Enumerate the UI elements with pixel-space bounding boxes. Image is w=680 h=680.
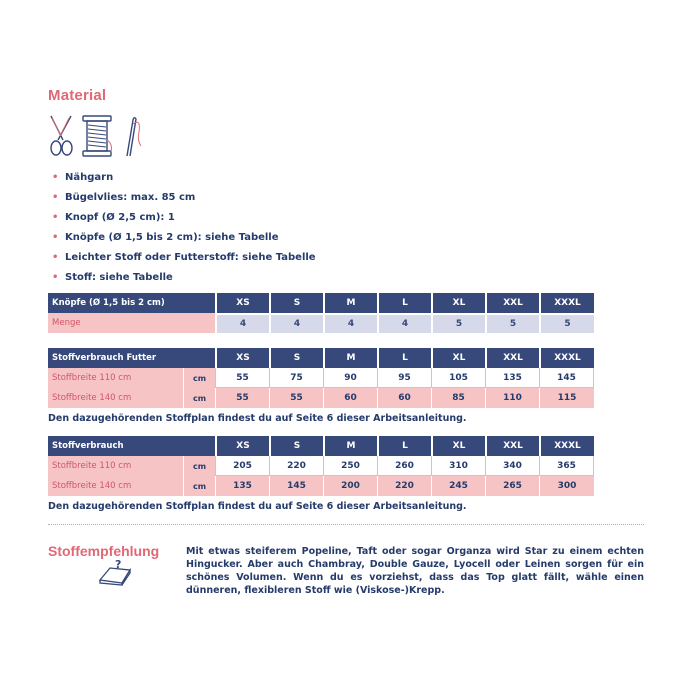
table-cell: 85 — [431, 388, 485, 408]
table-cell: 5 — [431, 313, 485, 333]
size-header: S — [269, 348, 323, 368]
size-header: XXXL — [539, 436, 594, 456]
table-cell: 95 — [377, 368, 431, 388]
table-cell: 55 — [215, 368, 269, 388]
svg-text:?: ? — [115, 558, 122, 571]
table-cell: 145 — [539, 368, 594, 388]
buttons-table — [48, 293, 594, 333]
table-header-row — [48, 436, 594, 456]
table-cell: 110 — [485, 388, 539, 408]
list-item: • Nähgarn — [52, 168, 316, 188]
table-header-label: Stoffverbrauch Futter — [48, 348, 215, 368]
size-header: XXXL — [539, 293, 594, 313]
row-unit: cm — [183, 368, 215, 388]
fabric-question-icon — [96, 558, 136, 586]
table-cell: 5 — [485, 313, 539, 333]
size-header: XL — [431, 293, 485, 313]
bullet: • — [52, 232, 59, 243]
table-header-row — [48, 348, 594, 368]
list-item: • Knopf (Ø 2,5 cm): 1 — [52, 208, 316, 228]
table-cell: 310 — [431, 456, 485, 476]
recommendation-title: Stoffempfehlung — [48, 543, 160, 559]
list-item: • Leichter Stoff oder Futterstoff: siehe Tabelle — [52, 248, 316, 268]
table-cell: 55 — [269, 388, 323, 408]
list-item: • Stoff: siehe Tabelle — [52, 268, 316, 288]
size-header: L — [377, 348, 431, 368]
table-cell: 60 — [323, 388, 377, 408]
table-cell: 115 — [539, 388, 594, 408]
table-header-row — [48, 293, 594, 313]
table-cell: 90 — [323, 368, 377, 388]
table-cell: 105 — [431, 368, 485, 388]
lining-table — [48, 348, 594, 408]
needle-icon — [121, 114, 143, 158]
size-header: S — [269, 436, 323, 456]
size-header: XS — [215, 436, 269, 456]
table-cell: 55 — [215, 388, 269, 408]
size-header: XL — [431, 436, 485, 456]
size-header: XXL — [485, 293, 539, 313]
table-cell: 4 — [269, 313, 323, 333]
bullet: • — [52, 272, 59, 283]
list-item: • Bügelvlies: max. 85 cm — [52, 188, 316, 208]
table-cell: 220 — [269, 456, 323, 476]
bullet: • — [52, 252, 59, 263]
row-unit: cm — [183, 456, 215, 476]
row-label: Stoffbreite 140 cm — [48, 388, 183, 408]
table-row — [48, 368, 594, 388]
scissors-icon — [47, 114, 75, 158]
size-header: XS — [215, 293, 269, 313]
table-cell: 4 — [215, 313, 269, 333]
bullet: • — [52, 172, 59, 183]
table-row — [48, 476, 594, 496]
table-cell: 250 — [323, 456, 377, 476]
row-label: Stoffbreite 110 cm — [48, 368, 183, 388]
table-cell: 200 — [323, 476, 377, 496]
table-row — [48, 456, 594, 476]
material-list — [52, 168, 316, 288]
table-cell: 75 — [269, 368, 323, 388]
table-cell: 135 — [485, 368, 539, 388]
thread-spool-icon — [81, 114, 115, 158]
material-title: Material — [48, 87, 107, 104]
table-cell: 245 — [431, 476, 485, 496]
fabric-table — [48, 436, 594, 496]
divider — [48, 524, 644, 525]
row-unit: cm — [183, 388, 215, 408]
table-cell: 145 — [269, 476, 323, 496]
size-header: XL — [431, 348, 485, 368]
row-label: Stoffbreite 110 cm — [48, 456, 183, 476]
table-cell: 135 — [215, 476, 269, 496]
size-header: M — [323, 293, 377, 313]
table-row — [48, 313, 594, 333]
table-header-label: Stoffverbrauch — [48, 436, 215, 456]
size-header: L — [377, 293, 431, 313]
table-cell: 260 — [377, 456, 431, 476]
table-cell: 365 — [539, 456, 594, 476]
recommendation-text: Mit etwas steiferem Popeline, Taft oder sogar Organza wird Star zu einem echten Hingucker. Aber auch Chambray, Double Gauze, Lyocell oder Leinen sorgen für ein schönes Volumen. Wenn du es vorziehst, dass das Top glatt fällt, wähle einen dünneren, flexibleren Stoff wie (Viskose-)Krepp. — [186, 546, 644, 596]
size-header: XXL — [485, 348, 539, 368]
row-label: Menge — [48, 313, 215, 333]
size-header: XS — [215, 348, 269, 368]
size-header: L — [377, 436, 431, 456]
list-item: • Knöpfe (Ø 1,5 bis 2 cm): siehe Tabelle — [52, 228, 316, 248]
size-header: XXXL — [539, 348, 594, 368]
table-cell: 265 — [485, 476, 539, 496]
table-cell: 5 — [539, 313, 594, 333]
table-cell: 4 — [377, 313, 431, 333]
bullet: • — [52, 212, 59, 223]
size-header: M — [323, 436, 377, 456]
size-header: S — [269, 293, 323, 313]
table-cell: 205 — [215, 456, 269, 476]
row-unit: cm — [183, 476, 215, 496]
table-cell: 340 — [485, 456, 539, 476]
size-header: M — [323, 348, 377, 368]
lining-note: Den dazugehörenden Stoffplan findest du auf Seite 6 dieser Arbeitsanleitung. — [48, 413, 467, 424]
fabric-note: Den dazugehörenden Stoffplan findest du auf Seite 6 dieser Arbeitsanleitung. — [48, 501, 467, 512]
table-cell: 300 — [539, 476, 594, 496]
row-label: Stoffbreite 140 cm — [48, 476, 183, 496]
table-cell: 220 — [377, 476, 431, 496]
table-cell: 4 — [323, 313, 377, 333]
table-cell: 60 — [377, 388, 431, 408]
bullet: • — [52, 192, 59, 203]
table-row — [48, 388, 594, 408]
size-header: XXL — [485, 436, 539, 456]
table-header-label: Knöpfe (Ø 1,5 bis 2 cm) — [48, 293, 215, 313]
